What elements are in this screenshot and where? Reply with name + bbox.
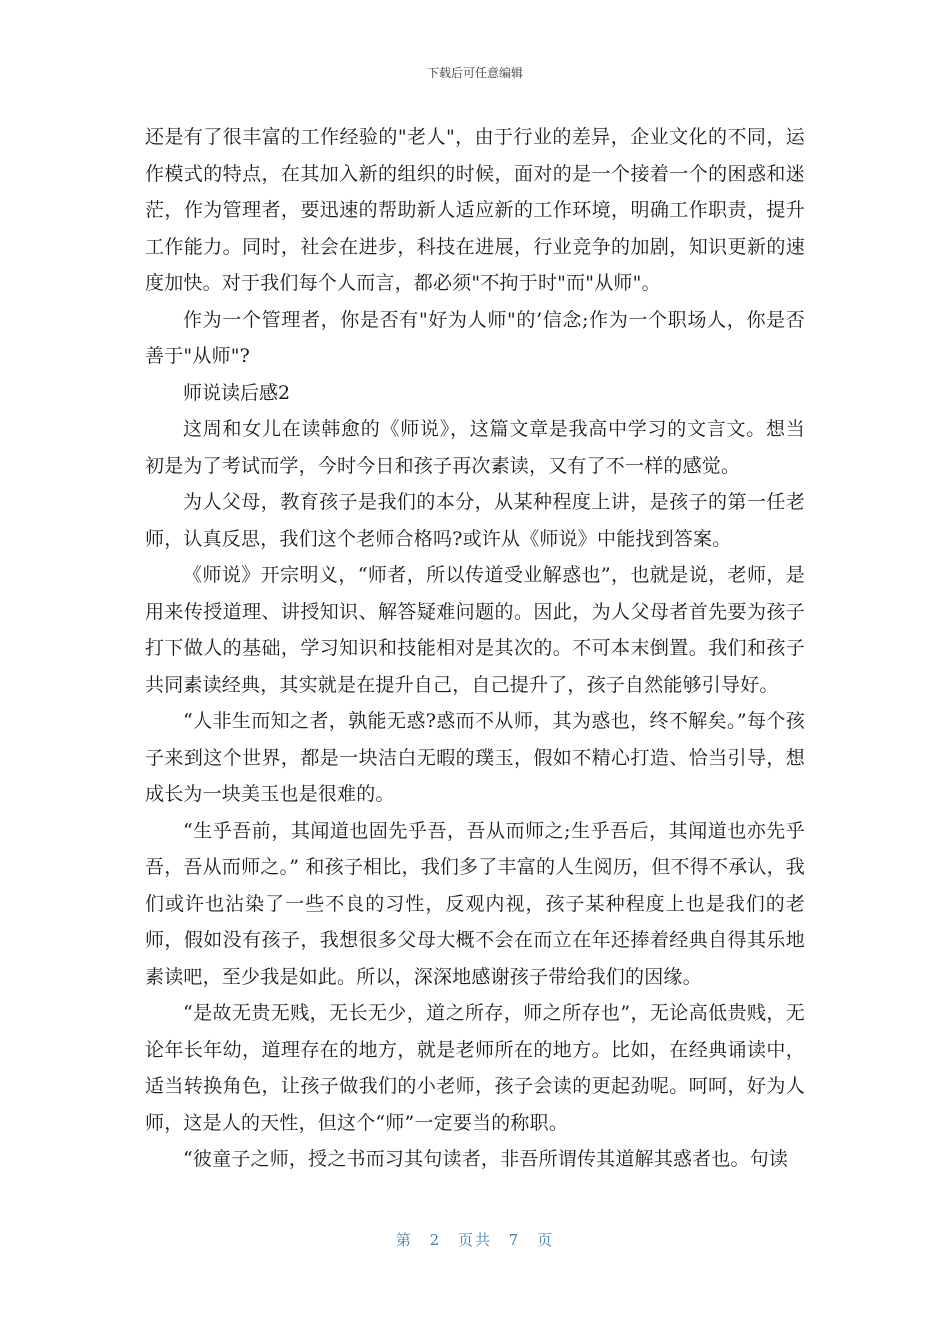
page-footer: 第 2 页共 7 页 bbox=[395, 1231, 555, 1249]
paragraph-3: 这周和女儿在读韩愈的《师说》，这篇文章是我高中学习的文言文。想当初是为了考试而学，今时今日和孩子再次素读，又有了不一样的感觉。 bbox=[145, 418, 805, 477]
paragraph-4: 为人父母，教育孩子是我们的本分，从某种程度上讲，是孩子的第一任老师，认真反思，我们这个老师合格吗?或许从《师说》中能找到答案。 bbox=[145, 491, 805, 550]
paragraph-7: “生乎吾前，其闻道也固先乎吾，吾从而师之;生乎吾后，其闻道也亦先乎吾，吾从而师之。” 和孩子相比，我们多了丰富的人生阅历，但不得不承认，我们或许也沾染了一些不良的习性，反观内视，孩子某种程度上也是我们的老师，假如没有孩子，我想很多父母大概不会在而立在年还捧着经典自得其乐地素读吧，至少我是如此。所以，深深地感谢孩子带给我们的因缘。 bbox=[145, 819, 805, 988]
paragraph-1: 还是有了很丰富的工作经验的"老人"，由于行业的差异，企业文化的不同，运作模式的特点，在其加入新的组织的时候，面对的是一个接着一个的困惑和迷茫，作为管理者，要迅速的帮助新人适应新的工作环境，明确工作职责，提升工作能力。同时，社会在进步，科技在进展，行业竞争的加剧，知识更新的速度加快。对于我们每个人而言，都必须"不拘于时"而"从师"。 bbox=[145, 126, 805, 294]
paragraph-5: 《师说》开宗明义，“师者，所以传道受业解惑也”，也就是说，老师，是用来传授道理、讲授知识、解答疑难问题的。因此，为人父母者首先要为孩子打下做人的基础，学习知识和技能相对是其次的。不可本末倒置。我们和孩子共同素读经典，其实就是在提升自己，自己提升了，孩子自然能够引导好。 bbox=[145, 564, 805, 696]
document-body bbox=[145, 119, 805, 1178]
paragraph-6: “人非生而知之者，孰能无惑?惑而不从师，其为惑也，终不解矣。”每个孩子来到这个世界，都是一块洁白无暇的璞玉，假如不精心打造、恰当引导，想成长为一块美玉也是很难的。 bbox=[145, 710, 805, 805]
section-heading: 师说读后感2 bbox=[183, 381, 291, 404]
page-header: 下载后可任意编辑 bbox=[426, 66, 523, 80]
paragraph-2: 作为一个管理者，你是否有"好为人师"的’信念;作为一个职场人，你是否善于"从师"? bbox=[145, 308, 805, 367]
paragraph-8: “是故无贵无贱，无长无少，道之所存，师之所存也”，无论高低贵贱，无论年长年幼，道理存在的地方，就是老师所在的地方。比如，在经典诵读中，适当转换角色，让孩子做我们的小老师，孩子会读的更起劲呢。呵呵，好为人师，这是人的天性，但这个“师”一定要当的称职。 bbox=[145, 1002, 805, 1134]
paragraph-9: “彼童子之师，授之书而习其句读者，非吾所谓传其道解其惑者也。句读 bbox=[183, 1148, 789, 1170]
